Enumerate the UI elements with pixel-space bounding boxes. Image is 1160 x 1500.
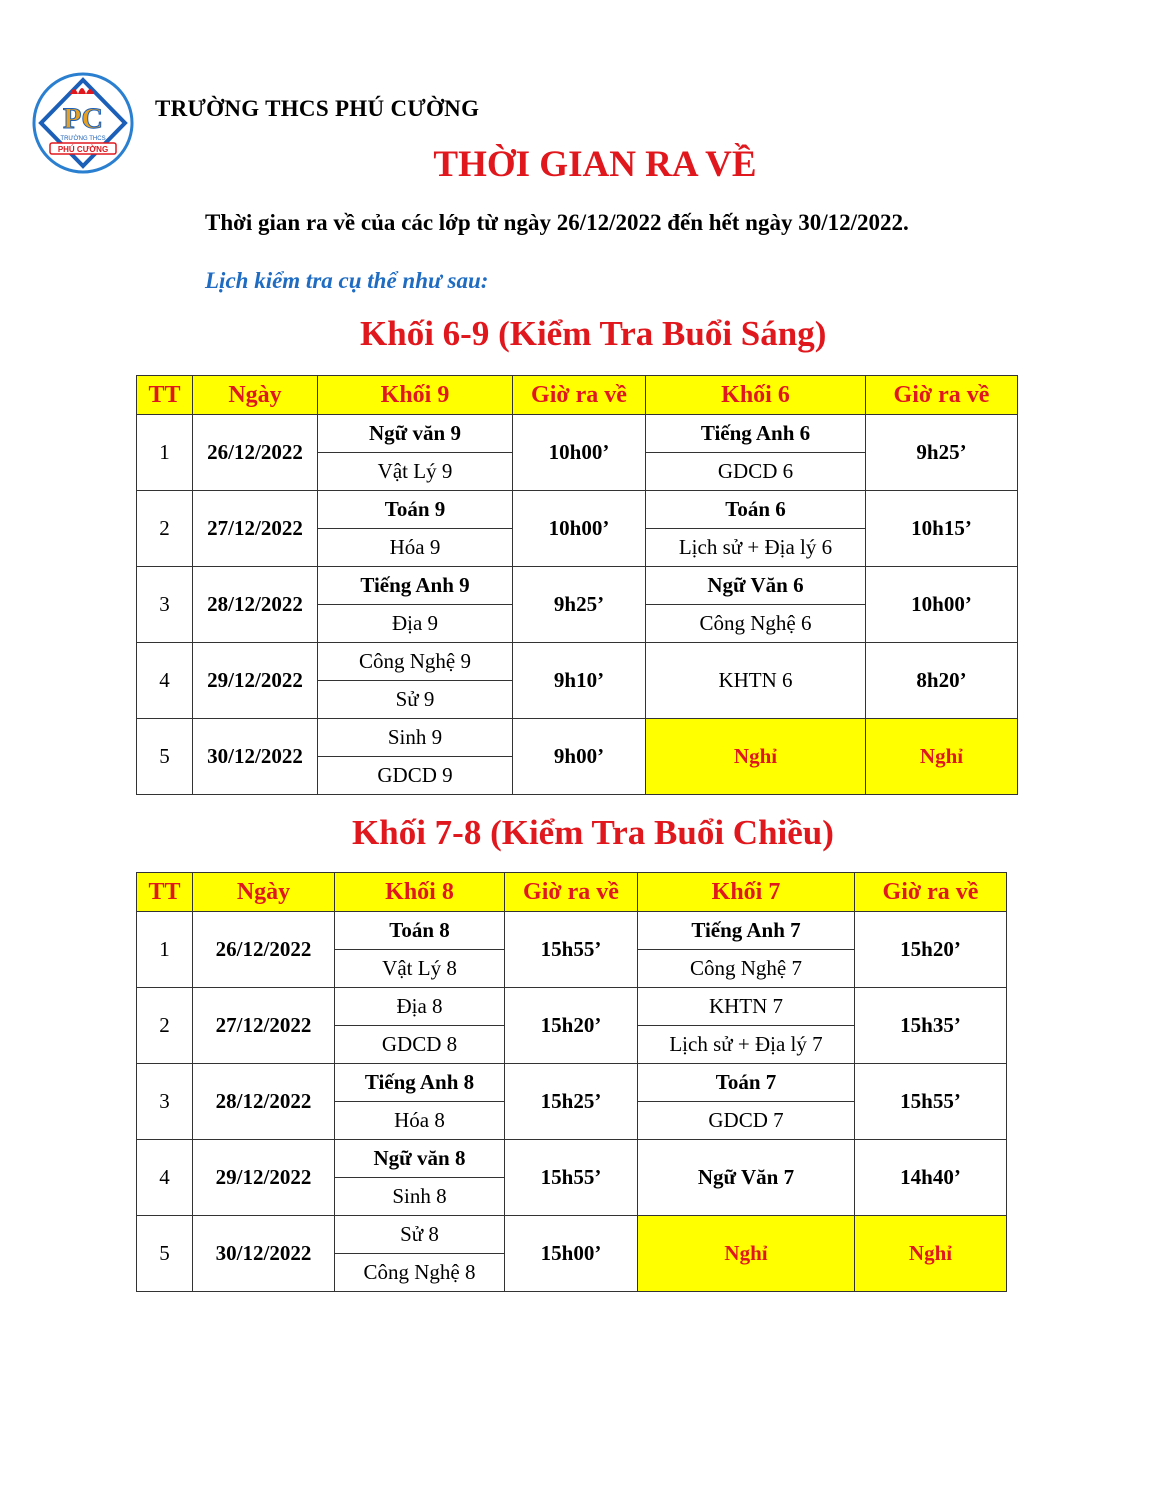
schedule-subtitle: Lịch kiểm tra cụ thể như sau: xyxy=(205,268,489,293)
time-cell: 10h00’ xyxy=(513,491,646,567)
time-cell: 15h25’ xyxy=(505,1064,638,1140)
subject-cell: Địa 8 xyxy=(335,988,505,1026)
col-time-a: Giờ ra về xyxy=(513,376,646,415)
row-date: 29/12/2022 xyxy=(193,643,318,719)
time-cell: 9h25’ xyxy=(513,567,646,643)
table-row xyxy=(137,912,1007,950)
afternoon-block-title: Khối 7-8 (Kiểm Tra Buổi Chiều) xyxy=(352,813,834,852)
subject-cell: Tiếng Anh 7 xyxy=(638,912,855,950)
time-cell: 15h35’ xyxy=(855,988,1007,1064)
subject-cell: GDCD 7 xyxy=(638,1102,855,1140)
subject-cell: GDCD 8 xyxy=(335,1026,505,1064)
time-cell: 15h55’ xyxy=(505,1140,638,1216)
row-number: 4 xyxy=(137,1140,193,1216)
subject-cell: Địa 9 xyxy=(318,605,513,643)
table-header-row xyxy=(137,873,1007,912)
time-cell: 15h20’ xyxy=(855,912,1007,988)
subject-cell: Hóa 9 xyxy=(318,529,513,567)
col-date: Ngày xyxy=(193,873,335,912)
row-number: 3 xyxy=(137,567,193,643)
row-number: 2 xyxy=(137,491,193,567)
time-cell: 10h00’ xyxy=(513,415,646,491)
row-number: 1 xyxy=(137,415,193,491)
row-date: 28/12/2022 xyxy=(193,567,318,643)
time-cell: 9h25’ xyxy=(866,415,1018,491)
table-row xyxy=(137,415,1018,453)
subject-cell: Lịch sử + Địa lý 6 xyxy=(646,529,866,567)
row-date: 29/12/2022 xyxy=(193,1140,335,1216)
subject-cell: Công Nghệ 9 xyxy=(318,643,513,681)
subject-cell: Sinh 8 xyxy=(335,1178,505,1216)
subject-cell: Ngữ văn 9 xyxy=(318,415,513,453)
subject-cell: Vật Lý 8 xyxy=(335,950,505,988)
table-row xyxy=(137,491,1018,529)
row-date: 27/12/2022 xyxy=(193,491,318,567)
morning-block-title: Khối 6-9 (Kiểm Tra Buổi Sáng) xyxy=(360,314,827,353)
subject-cell: Tiếng Anh 9 xyxy=(318,567,513,605)
col-time-a: Giờ ra về xyxy=(505,873,638,912)
col-grade-a: Khối 8 xyxy=(335,873,505,912)
page-title-text: THỜI GIAN RA VỀ xyxy=(433,144,757,185)
col-time-b: Giờ ra về xyxy=(866,376,1018,415)
off-cell: Nghỉ xyxy=(646,719,866,795)
page-title xyxy=(0,143,1160,186)
table-row xyxy=(137,719,1018,757)
logo-initials: PC xyxy=(63,102,103,135)
subject-cell: Ngữ Văn 7 xyxy=(638,1140,855,1216)
school-name: TRƯỜNG THCS PHÚ CƯỜNG xyxy=(155,96,480,121)
subject-cell: Sinh 9 xyxy=(318,719,513,757)
col-grade-a: Khối 9 xyxy=(318,376,513,415)
morning-schedule-table xyxy=(136,375,1018,795)
subject-cell: KHTN 7 xyxy=(638,988,855,1026)
table-row xyxy=(137,643,1018,681)
row-date: 26/12/2022 xyxy=(193,415,318,491)
subject-cell: Sử 9 xyxy=(318,681,513,719)
col-tt: TT xyxy=(137,376,193,415)
time-cell: 15h55’ xyxy=(505,912,638,988)
subject-cell: Công Nghệ 6 xyxy=(646,605,866,643)
logo-small-text: TRƯỜNG THCS xyxy=(60,136,106,142)
subject-cell: GDCD 9 xyxy=(318,757,513,795)
subject-cell: Ngữ văn 8 xyxy=(335,1140,505,1178)
time-cell: 9h00’ xyxy=(513,719,646,795)
subject-cell: Công Nghệ 7 xyxy=(638,950,855,988)
time-cell: 10h00’ xyxy=(866,567,1018,643)
subject-cell: Công Nghệ 8 xyxy=(335,1254,505,1292)
row-date: 28/12/2022 xyxy=(193,1064,335,1140)
subject-cell: Lịch sử + Địa lý 7 xyxy=(638,1026,855,1064)
off-cell: Nghỉ xyxy=(866,719,1018,795)
subject-cell: Ngữ Văn 6 xyxy=(646,567,866,605)
time-cell: 8h20’ xyxy=(866,643,1018,719)
off-cell: Nghỉ xyxy=(638,1216,855,1292)
table-row xyxy=(137,567,1018,605)
subject-cell: Toán 9 xyxy=(318,491,513,529)
table-row xyxy=(137,988,1007,1026)
time-cell: 15h00’ xyxy=(505,1216,638,1292)
table-header-row xyxy=(137,376,1018,415)
subject-cell: KHTN 6 xyxy=(646,643,866,719)
subject-cell: Vật Lý 9 xyxy=(318,453,513,491)
intro-text: Thời gian ra về của các lớp từ ngày 26/12/2022 đến hết ngày 30/12/2022. xyxy=(205,210,909,235)
row-number: 1 xyxy=(137,912,193,988)
col-time-b: Giờ ra về xyxy=(855,873,1007,912)
row-number: 4 xyxy=(137,643,193,719)
table-row xyxy=(137,1216,1007,1254)
off-cell: Nghỉ xyxy=(855,1216,1007,1292)
row-date: 30/12/2022 xyxy=(193,1216,335,1292)
time-cell: 14h40’ xyxy=(855,1140,1007,1216)
afternoon-schedule-table xyxy=(136,872,1007,1292)
row-date: 27/12/2022 xyxy=(193,988,335,1064)
subject-cell: GDCD 6 xyxy=(646,453,866,491)
subject-cell: Toán 8 xyxy=(335,912,505,950)
table-row xyxy=(137,1064,1007,1102)
row-number: 2 xyxy=(137,988,193,1064)
table-row xyxy=(137,1140,1007,1178)
subject-cell: Tiếng Anh 8 xyxy=(335,1064,505,1102)
col-grade-b: Khối 6 xyxy=(646,376,866,415)
logo-ribbon-text: PHÚ CƯỜNG xyxy=(57,145,109,154)
time-cell: 15h55’ xyxy=(855,1064,1007,1140)
subject-cell: Hóa 8 xyxy=(335,1102,505,1140)
time-cell: 10h15’ xyxy=(866,491,1018,567)
subject-cell: Tiếng Anh 6 xyxy=(646,415,866,453)
col-tt: TT xyxy=(137,873,193,912)
subject-cell: Toán 6 xyxy=(646,491,866,529)
row-date: 26/12/2022 xyxy=(193,912,335,988)
row-number: 3 xyxy=(137,1064,193,1140)
time-cell: 15h20’ xyxy=(505,988,638,1064)
row-number: 5 xyxy=(137,1216,193,1292)
row-number: 5 xyxy=(137,719,193,795)
subject-cell: Toán 7 xyxy=(638,1064,855,1102)
row-date: 30/12/2022 xyxy=(193,719,318,795)
subject-cell: Sử 8 xyxy=(335,1216,505,1254)
col-grade-b: Khối 7 xyxy=(638,873,855,912)
time-cell: 9h10’ xyxy=(513,643,646,719)
col-date: Ngày xyxy=(193,376,318,415)
